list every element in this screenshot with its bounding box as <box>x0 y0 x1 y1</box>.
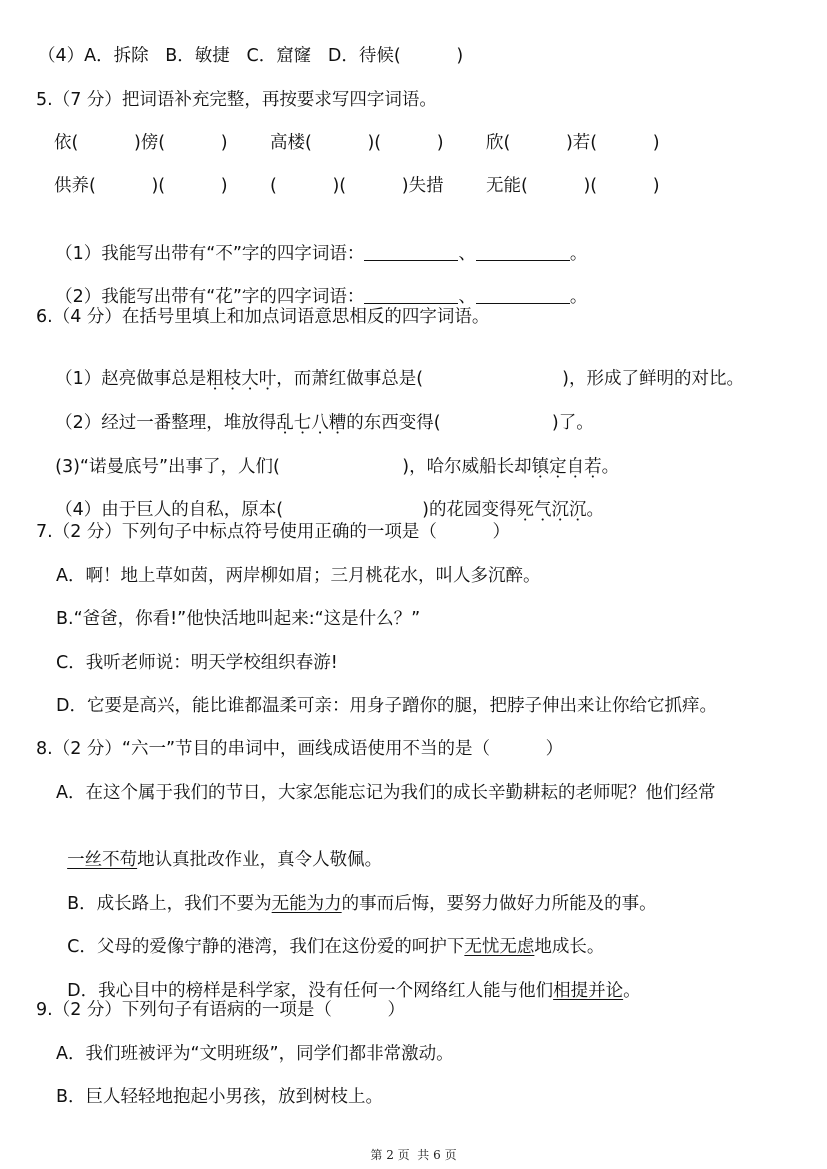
q4-options: （4）A．拆除 B．敏捷 C．窟窿 D．待候( ) <box>38 46 464 66</box>
q5-sub2-prompt: （2）我能写出带有“花”字的四字词语： <box>55 287 365 307</box>
emphasis-char: 八 <box>311 413 329 433</box>
q6-sub1-post: ，而萧红做事总是( )，形成了鲜明的对比。 <box>276 369 745 389</box>
emphasis-char: 自 <box>566 457 585 477</box>
underlined-idiom: 无能为力 <box>271 894 342 914</box>
q6-sub4-pre: （4）由于巨人的自私，原本( )的花园变得 <box>55 500 517 520</box>
q6-sub1 <box>44 343 744 391</box>
separator: 、 <box>458 287 476 307</box>
emphasis-char: 乱 <box>276 413 294 433</box>
emphasis-char: 定 <box>549 457 567 477</box>
emphasis-word <box>276 413 346 433</box>
q6-sub4-post: 。 <box>586 500 604 520</box>
q8-a-rest: 地认真批改作业，真令人敬佩。 <box>137 850 383 870</box>
q7-title: 7.（2 分）下列句子中标点符号使用正确的一项是（ ） <box>36 522 511 542</box>
q8-d-post: 。 <box>623 981 641 1001</box>
emphasis-char: 气 <box>534 500 552 520</box>
q8-d-pre: D．我心目中的榜样是科学家，没有任何一个网络红人能与他们 <box>67 981 554 1001</box>
q9-title: 9.（2 分）下列句子有语病的一项是（ ） <box>36 1000 406 1020</box>
q8-c-pre: C．父母的爱像宁静的港湾，我们在这份爱的呵护下 <box>67 937 465 957</box>
underlined-idiom: 一丝不苟 <box>67 850 138 870</box>
q6-sub2 <box>44 387 594 435</box>
q5-row2-item: 供养( )( ) <box>54 176 228 196</box>
underlined-idiom: 相提并论 <box>553 981 624 1001</box>
q7-option-b[interactable]: B.“爸爸，你看!”他快活地叫起来:“这是什么？” <box>56 609 421 629</box>
answer-blank[interactable] <box>364 285 458 304</box>
period: 。 <box>569 244 588 264</box>
q8-option-b[interactable] <box>56 868 657 916</box>
q8-option-c[interactable] <box>56 911 604 959</box>
q6-sub4 <box>44 474 604 522</box>
answer-blank[interactable] <box>476 242 570 261</box>
answer-blank[interactable] <box>476 285 570 304</box>
q5-row2-item: 无能( )( ) <box>486 176 660 196</box>
q8-option-a[interactable]: A．在这个属于我们的节日，大家怎能忘记为我们的成长辛勤耕耘的老师呢？他们经常 <box>56 783 716 803</box>
q5-sub2 <box>44 261 587 309</box>
q5-sub1-prompt: （1）我能写出带有“不”字的四字词语： <box>55 244 365 264</box>
q8-c-post: 地成长。 <box>534 937 605 957</box>
q6-sub1-pre: （1）赵亮做事总是 <box>55 369 207 389</box>
q7-option-a[interactable]: A．啊！地上草如茵，两岸柳如眉；三月桃花水，叫人多沉醉。 <box>56 566 541 586</box>
emphasis-char: 沉 <box>569 500 587 520</box>
emphasis-char: 镇 <box>531 457 550 477</box>
q5-row1-item: 高楼( )( ) <box>270 133 444 153</box>
q6-title: 6.（4 分）在括号里填上和加点词语意思相反的四字词语。 <box>36 307 490 327</box>
q6-sub3 <box>44 431 619 479</box>
q6-sub2-post: 的东西变得( )了。 <box>346 413 594 433</box>
q6-sub3-pre: (3)“诺曼底号”出事了，人们( )，哈尔威船长却 <box>55 457 532 477</box>
q5-sub1 <box>44 218 587 266</box>
q5-title: 5.（7 分）把词语补充完整，再按要求写四字词语。 <box>36 90 437 110</box>
answer-blank[interactable] <box>364 242 458 261</box>
q9-option-b[interactable]: B．巨人轻轻地抱起小男孩，放到树枝上。 <box>56 1087 384 1107</box>
emphasis-char: 若 <box>584 457 602 477</box>
period: 。 <box>569 287 588 307</box>
q8-title: 8.（2 分）“六一”节目的串词中，画线成语使用不当的是（ ） <box>36 739 564 759</box>
q6-sub3-post: 。 <box>601 457 620 477</box>
separator: 、 <box>458 244 476 264</box>
emphasis-word <box>206 369 276 389</box>
q6-sub2-pre: （2）经过一番整理，堆放得 <box>55 413 277 433</box>
emphasis-char: 叶 <box>258 369 277 389</box>
emphasis-char: 死 <box>516 500 534 520</box>
q9-option-a[interactable]: A．我们班被评为“文明班级”，同学们都非常激动。 <box>56 1044 454 1064</box>
emphasis-char: 粗 <box>206 369 224 389</box>
q7-option-c[interactable]: C．我听老师说：明天学校组织春游! <box>56 653 338 673</box>
page-footer: 第 2 页 共 6 页 <box>370 1148 457 1162</box>
q5-row2-item: ( )( )失措 <box>270 176 444 196</box>
q7-option-d[interactable]: D．它要是高兴，能比谁都温柔可亲：用身子蹭你的腿，把脖子伸出来让你给它抓痒。 <box>56 696 717 716</box>
q8-option-a-cont <box>56 824 382 872</box>
q5-row1-item: 欣( )若( ) <box>486 133 660 153</box>
q5-row1-item: 依( )傍( ) <box>54 133 228 153</box>
emphasis-char: 枝 <box>223 369 242 389</box>
q8-b-post: 的事而后悔，要努力做好力所能及的事。 <box>341 894 657 914</box>
q8-b-pre: B．成长路上，我们不要为 <box>67 894 272 914</box>
emphasis-char: 大 <box>241 369 259 389</box>
underlined-idiom: 无忧无虑 <box>464 937 535 957</box>
q8-option-d[interactable] <box>56 955 641 1003</box>
emphasis-word <box>517 500 587 520</box>
emphasis-char: 糟 <box>328 413 347 433</box>
emphasis-char: 沉 <box>551 500 569 520</box>
emphasis-char: 七 <box>293 413 312 433</box>
